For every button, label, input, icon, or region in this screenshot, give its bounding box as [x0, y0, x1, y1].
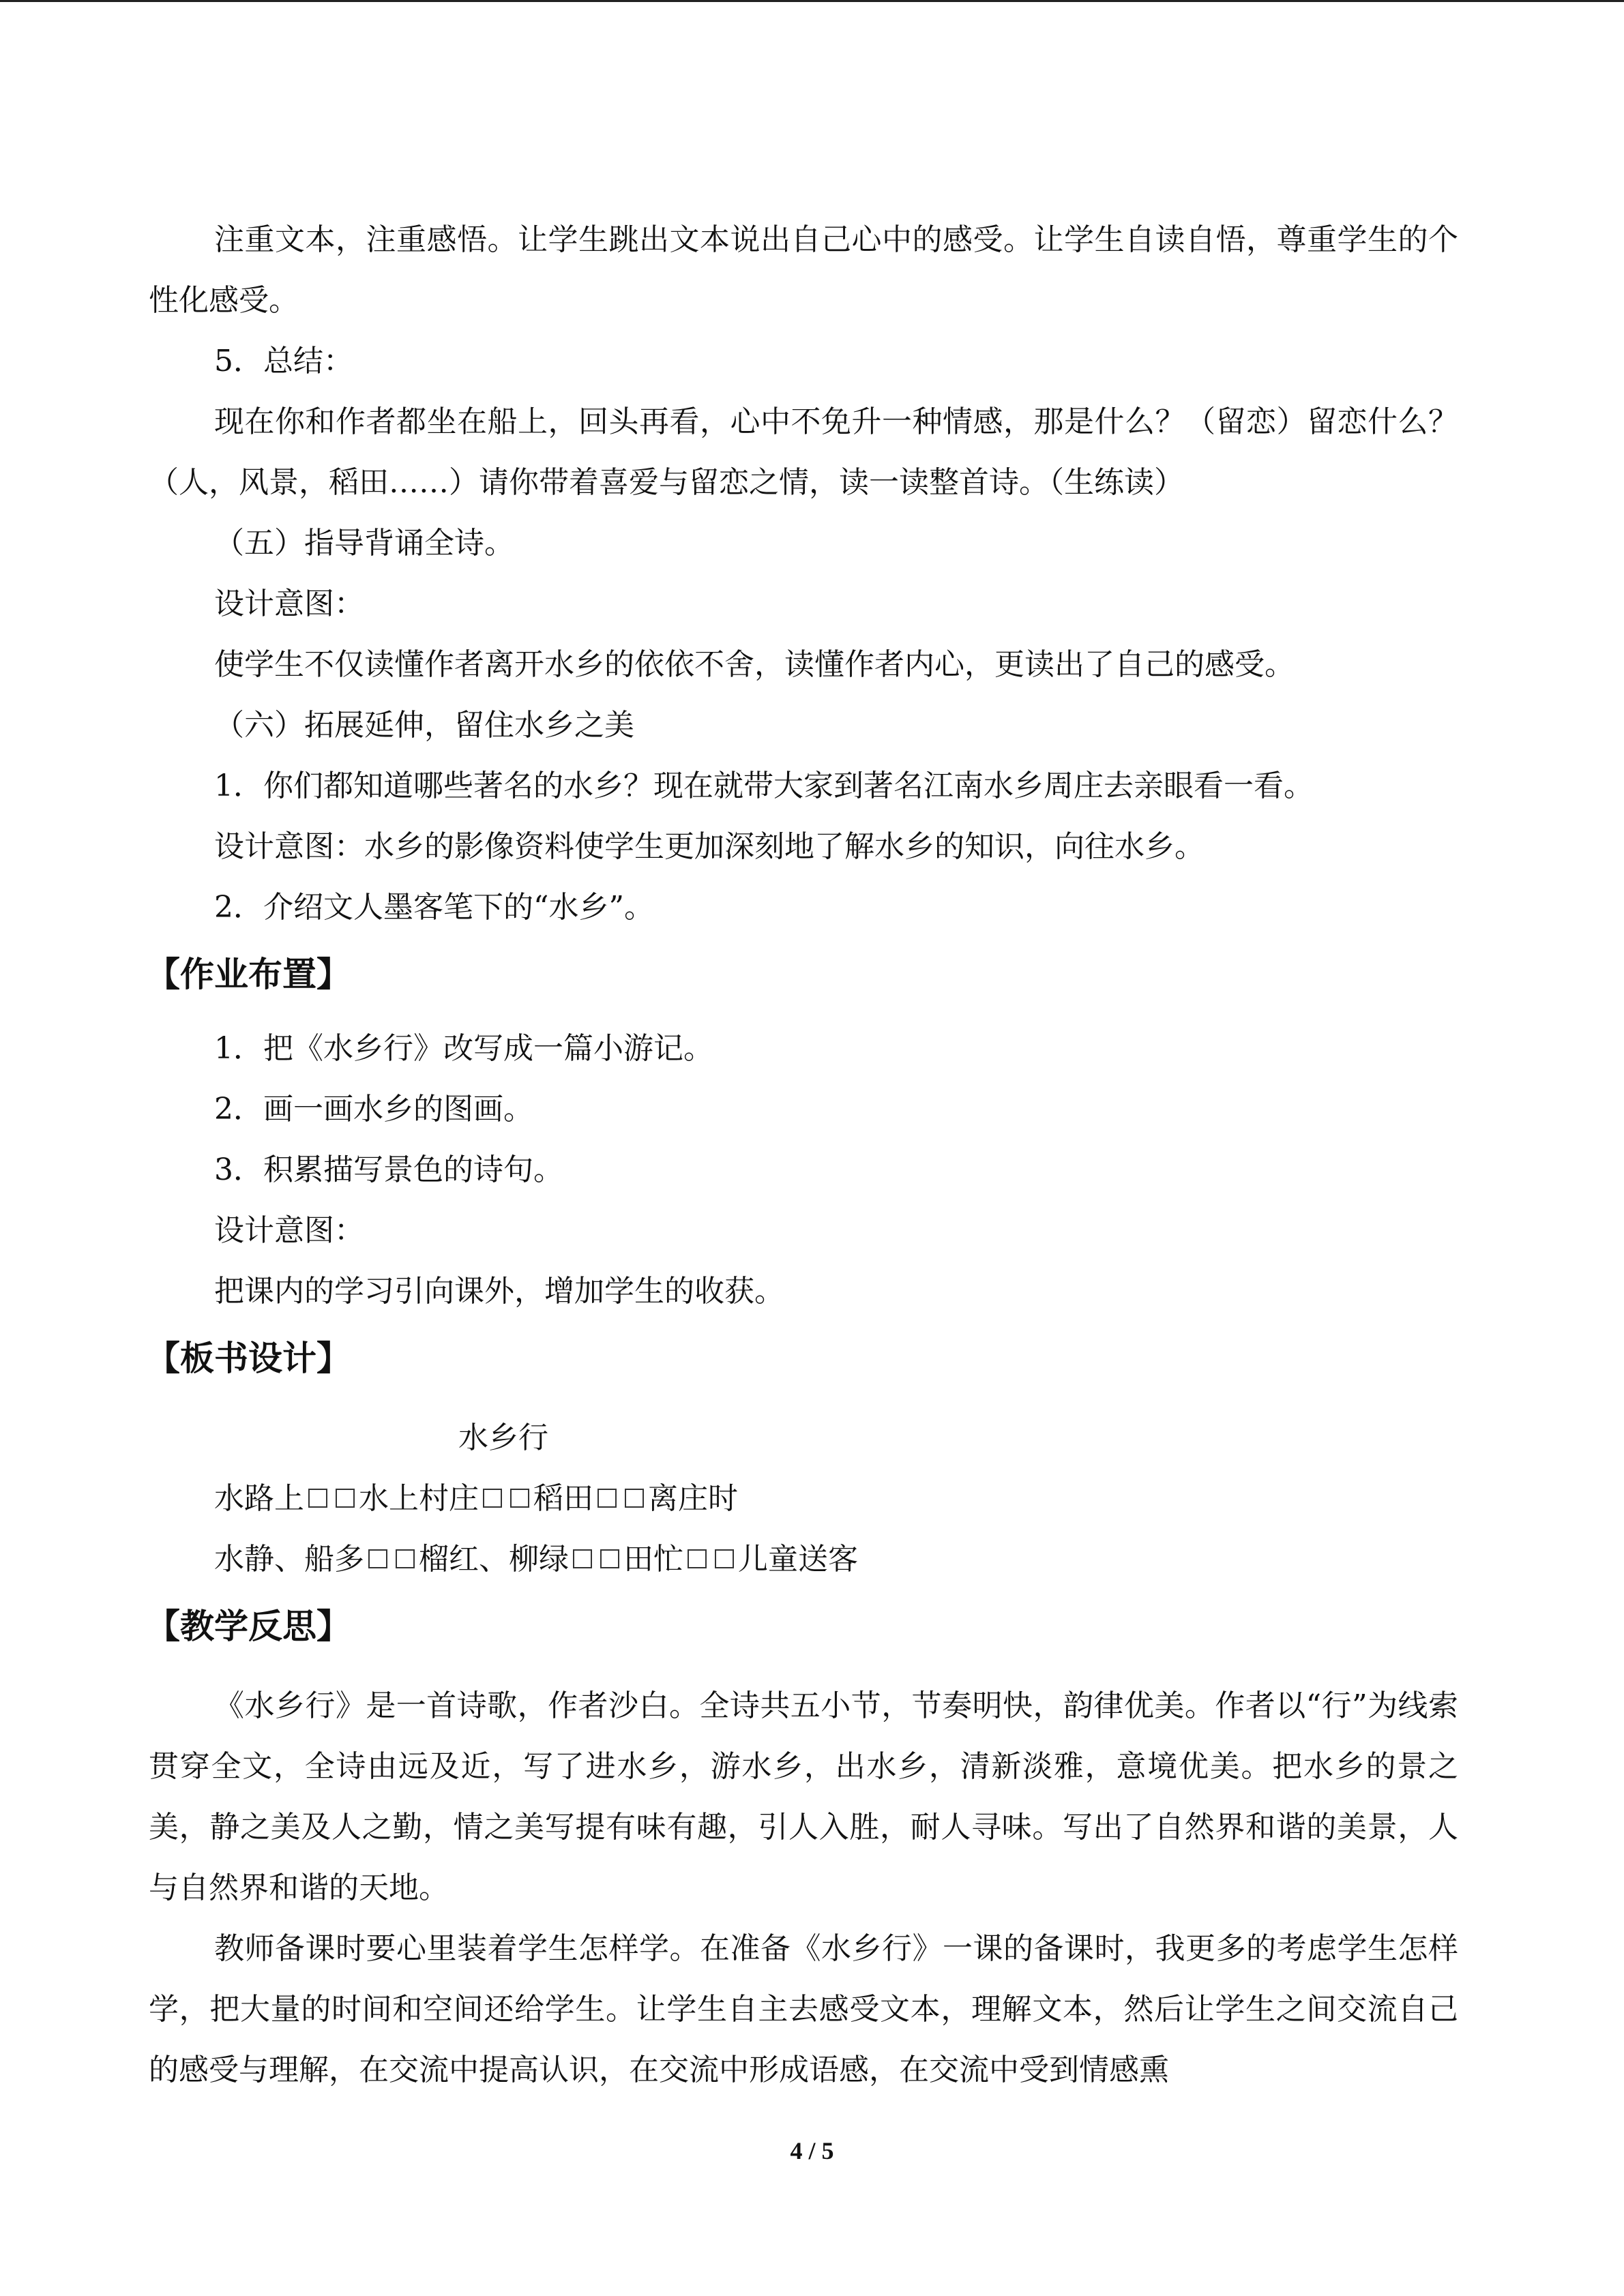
homework-item: 把课内的学习引向课外，增加学生的收获。 — [214, 1274, 784, 1309]
paragraph-design-intent-label: 设计意图： — [214, 586, 364, 621]
reflection-paragraph: 教师备课时要心里装着学生怎样学。在准备《水乡行》一课的备课时，我更多的考虑学生怎样学，把大量的时间和空间还给学生。让学生自主去感受文本，理解文本，然后让学生之间交流自己的感受与理解，在交流中提高认识，在交流中形成语感，在交流中受到情感熏 — [149, 1931, 1458, 2087]
homework-item: 1．把《水乡行》改写成一篇小游记。 — [214, 1031, 713, 1066]
paragraph-text: 设计意图：水乡的影像资料使学生更加深刻地了解水乡的知识，向往水乡。 — [214, 829, 1205, 864]
board-cell: 稻田 — [533, 1481, 593, 1516]
box-icon — [715, 1549, 734, 1568]
document-body — [146, 209, 1458, 2100]
paragraph-text: 2．介绍文人墨客笔下的“水乡”。 — [214, 890, 654, 925]
box-icon — [336, 1489, 355, 1508]
homework-item: 2．画一画水乡的图画。 — [214, 1092, 533, 1127]
board-row — [149, 1529, 1458, 1590]
paragraph-section-six: （六）拓展延伸，留住水乡之美 — [214, 708, 634, 743]
homework-design-intent-label: 设计意图： — [214, 1213, 364, 1248]
paragraph-section-five: （五）指导背诵全诗。 — [214, 526, 514, 561]
section-heading-homework: 【作业布置】 — [146, 955, 351, 994]
box-icon — [688, 1549, 707, 1568]
paragraph-text: 1．你们都知道哪些著名的水乡？现在就带大家到著名江南水乡周庄去亲眼看一看。 — [214, 769, 1314, 803]
board-cell: 田忙 — [623, 1542, 683, 1577]
board-cell: 水路上 — [214, 1481, 304, 1516]
board-cell: 水上村庄 — [359, 1481, 479, 1516]
homework-item: 3．积累描写景色的诗句。 — [214, 1152, 563, 1187]
box-icon — [625, 1489, 644, 1508]
box-icon — [483, 1489, 502, 1508]
reflection-paragraph: 《水乡行》是一首诗歌，作者沙白。全诗共五小节，节奏明快，韵律优美。作者以“行”为线索贯穿全文，全诗由远及近，写了进水乡，游水乡，出水乡，清新淡雅，意境优美。把水乡的景之美，静之美及人之勤，情之美写提有味有趣，引人入胜，耐人寻味。写出了自然界和谐的美景，人与自然界和谐的天地。 — [149, 1688, 1458, 1905]
board-row — [149, 1468, 1458, 1529]
box-icon — [396, 1549, 415, 1568]
board-cell: 离庄时 — [648, 1481, 738, 1516]
box-icon — [510, 1489, 529, 1508]
paragraph-text: 使学生不仅读懂作者离开水乡的依依不舍，读懂作者内心，更读出了自己的感受。 — [214, 647, 1295, 682]
board-cell: 儿童送客 — [738, 1542, 858, 1577]
section-heading-reflection: 【教学反思】 — [146, 1607, 351, 1646]
box-icon — [597, 1489, 617, 1508]
section-heading-board: 【板书设计】 — [146, 1339, 351, 1378]
box-icon — [368, 1549, 387, 1568]
paragraph-text: 现在你和作者都坐在船上，回头再看，心中不免升一种情感，那是什么？（留恋）留恋什么？（人，风景，稻田……）请你带着喜爱与留恋之情，读一读整首诗。（生练读） — [149, 404, 1458, 500]
box-icon — [308, 1489, 327, 1508]
board-cell: 水静、船多 — [214, 1542, 364, 1577]
paragraph-text: 注重文本，注重感悟。让学生跳出文本说出自己心中的感受。让学生自读自悟，尊重学生的个性化感受。 — [149, 222, 1458, 318]
box-icon — [573, 1549, 592, 1568]
board-title: 水乡行 — [458, 1420, 548, 1455]
page-number: 4 / 5 — [790, 2137, 834, 2164]
paragraph-summary-label: 5．总结： — [214, 344, 353, 378]
board-cell: 榴红、柳绿 — [419, 1542, 569, 1577]
box-icon — [600, 1549, 619, 1568]
